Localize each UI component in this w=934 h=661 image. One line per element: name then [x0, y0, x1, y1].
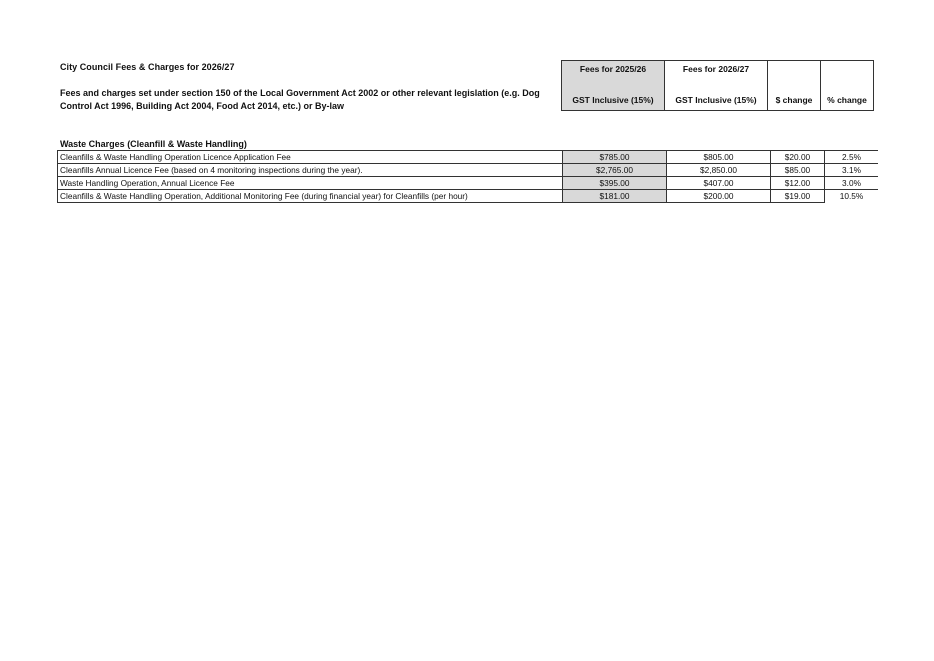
fee-dollar-change: $19.00	[771, 190, 825, 203]
header-prev-year-label: Fees for 2025/26	[579, 64, 647, 74]
fee-description: Cleanfills Annual Licence Fee (based on 4 monitoring inspections during the year).	[58, 164, 563, 177]
fee-prev-year: $181.00	[563, 190, 667, 203]
fee-prev-year: $2,765.00	[563, 164, 667, 177]
table-row	[58, 177, 879, 190]
fee-curr-year: $805.00	[667, 151, 771, 164]
section-title: Waste Charges (Cleanfill & Waste Handling)	[60, 139, 247, 149]
fee-curr-year: $407.00	[667, 177, 771, 190]
fee-curr-year: $2,850.00	[667, 164, 771, 177]
header-dollar-change-label: $ change	[775, 95, 813, 105]
fees-table	[57, 150, 878, 203]
fee-percent-change: 3.0%	[825, 177, 879, 190]
header-dollar-change	[767, 60, 821, 111]
header-curr-gst-label: GST Inclusive (15%)	[675, 95, 757, 105]
fee-description: Waste Handling Operation, Annual Licence Fee	[58, 177, 563, 190]
document-subtitle: Fees and charges set under section 150 of the Local Government Act 2002 or other relevant legislation (e.g. Dog Control Act 1996, Building Act 2004, Food Act 2014, etc.) or By-law	[60, 88, 540, 111]
fee-prev-year: $395.00	[563, 177, 667, 190]
fee-dollar-change: $85.00	[771, 164, 825, 177]
header-fees-2025-26	[561, 60, 665, 111]
table-row	[58, 190, 879, 203]
fee-percent-change: 10.5%	[825, 190, 879, 203]
header-curr-year-label: Fees for 2026/27	[682, 64, 750, 74]
header-fees-2026-27	[664, 60, 768, 111]
fee-prev-year: $785.00	[563, 151, 667, 164]
fee-description: Cleanfills & Waste Handling Operation Licence Application Fee	[58, 151, 563, 164]
fee-percent-change: 3.1%	[825, 164, 879, 177]
fee-percent-change: 2.5%	[825, 151, 879, 164]
fee-curr-year: $200.00	[667, 190, 771, 203]
fee-dollar-change: $12.00	[771, 177, 825, 190]
header-prev-gst-label: GST Inclusive (15%)	[572, 95, 654, 105]
document-title: City Council Fees & Charges for 2026/27	[60, 62, 235, 72]
table-row	[58, 151, 879, 164]
table-row	[58, 164, 879, 177]
fee-dollar-change: $20.00	[771, 151, 825, 164]
fee-description: Cleanfills & Waste Handling Operation, Additional Monitoring Fee (during financial year) for Cleanfills (per hour)	[58, 190, 563, 203]
header-percent-change	[820, 60, 874, 111]
header-percent-change-label: % change	[827, 95, 867, 105]
